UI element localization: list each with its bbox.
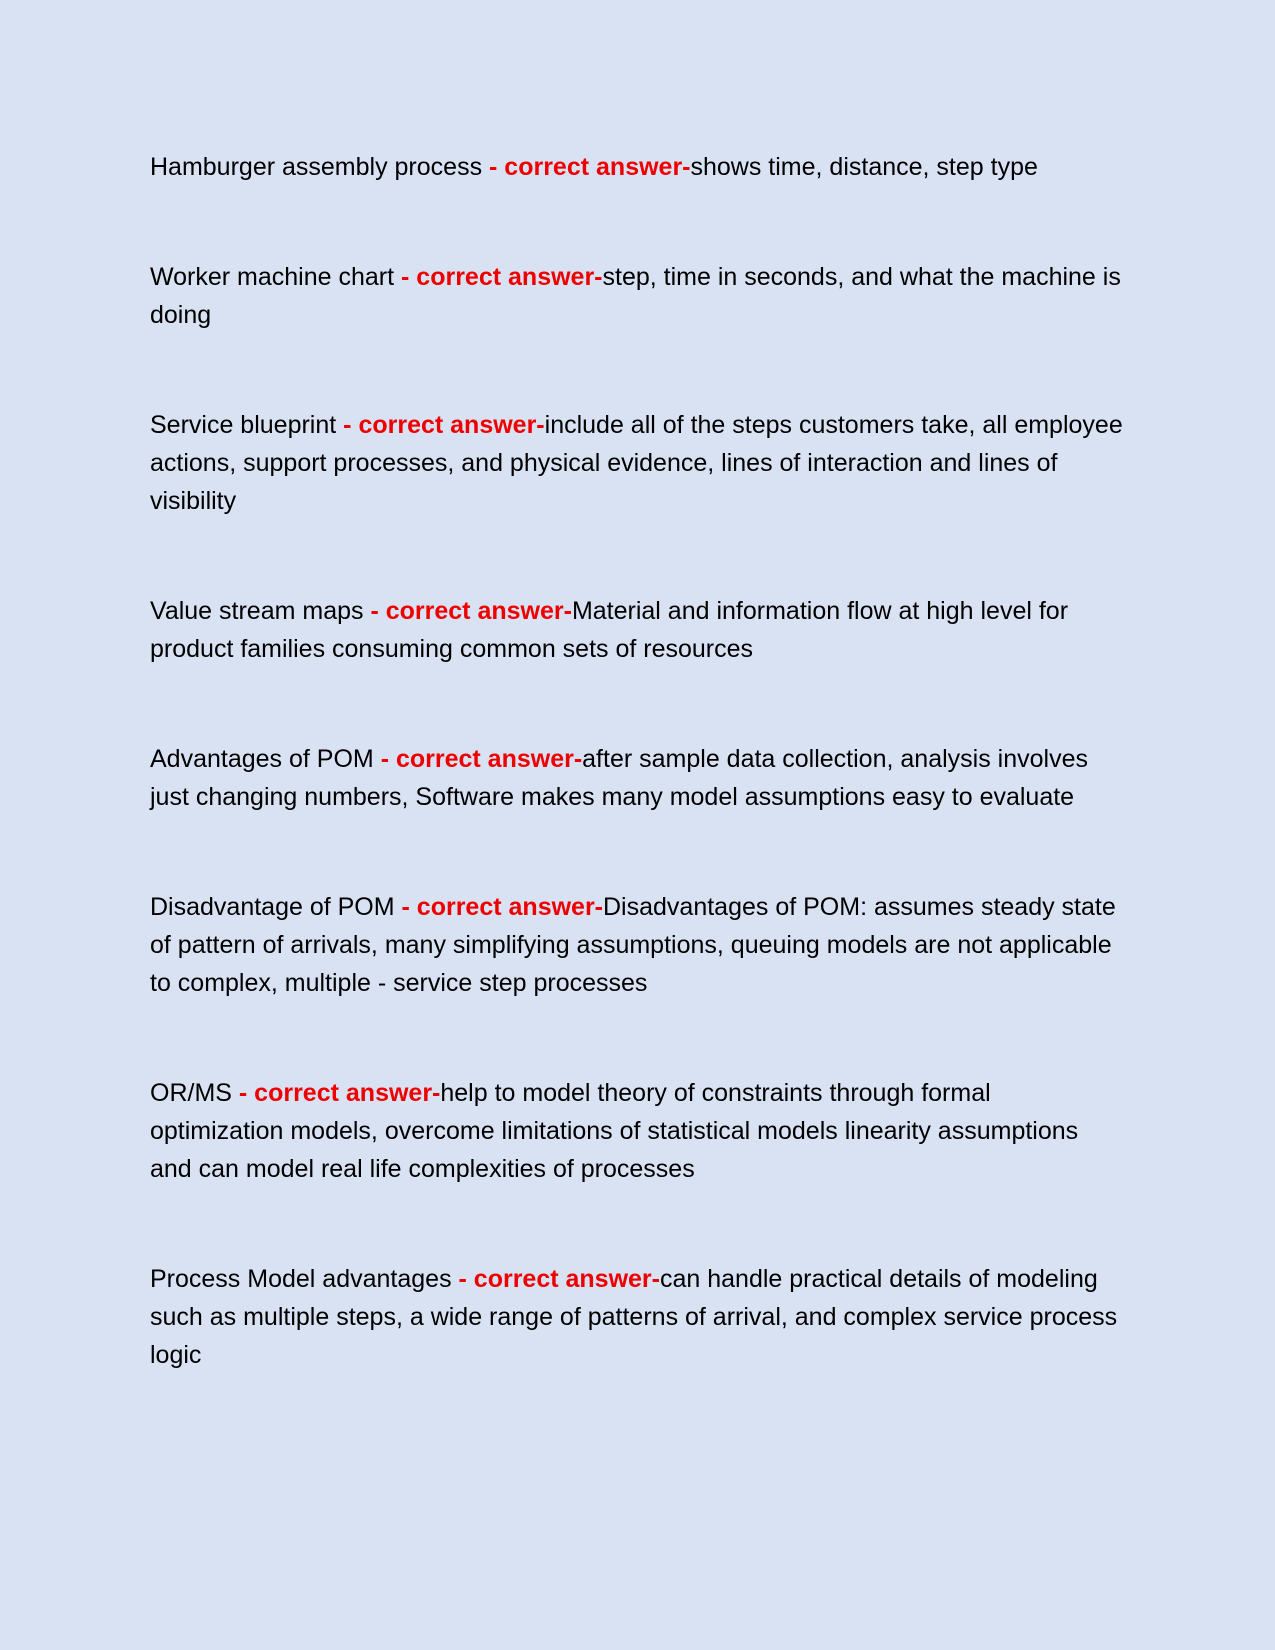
entry-answer: step, time in seconds, and what the machine is doing — [150, 263, 1121, 329]
entry-term: Process Model advantages — [150, 1265, 452, 1293]
entry-answer: shows time, distance, step type — [690, 153, 1038, 181]
document-page — [150, 148, 1125, 1446]
correct-answer-separator: - correct answer- — [343, 411, 545, 439]
entry-answer: Material and information flow at high level for product families consuming common sets of resources — [150, 597, 1069, 663]
correct-answer-separator: - correct answer- — [401, 263, 603, 291]
qa-entry — [150, 888, 1125, 1002]
correct-answer-separator: - correct answer- — [370, 597, 572, 625]
correct-answer-separator: - correct answer- — [401, 893, 603, 921]
entry-term: Service blueprint — [150, 411, 337, 439]
correct-answer-separator: - correct answer- — [380, 745, 583, 773]
entry-term: Disadvantage of POM — [150, 893, 395, 921]
qa-entry — [150, 1074, 1125, 1188]
entry-answer: help to model theory of constraints through formal optimization models, overcome limitations of statistical models linearity assumptions and can model real life complexities of processes — [150, 1079, 1079, 1183]
entry-term: Worker machine chart — [150, 263, 395, 291]
correct-answer-separator: - correct answer- — [489, 153, 691, 181]
entry-answer: Disadvantages of POM: assumes steady state of pattern of arrivals, many simplifying assumptions, queuing models are not applicable to complex, multiple - service step processes — [150, 893, 1116, 997]
correct-answer-separator: - correct answer- — [238, 1079, 441, 1107]
entry-term: Hamburger assembly process — [150, 153, 483, 181]
qa-entry — [150, 592, 1125, 668]
entry-term: OR/MS — [150, 1079, 232, 1107]
entry-answer: include all of the steps customers take, all employee actions, support processes, and physical evidence, lines of interaction and lines of visibility — [150, 411, 1123, 515]
qa-entry — [150, 148, 1125, 186]
entry-answer: can handle practical details of modeling such as multiple steps, a wide range of patterns of arrival, and complex service process logic — [150, 1265, 1118, 1369]
qa-entry — [150, 406, 1125, 520]
entry-term: Advantages of POM — [150, 745, 374, 773]
entry-term: Value stream maps — [150, 597, 364, 625]
correct-answer-separator: - correct answer- — [458, 1265, 660, 1293]
qa-entry — [150, 740, 1125, 816]
qa-entry — [150, 258, 1125, 334]
entry-answer: after sample data collection, analysis involves just changing numbers, Software makes many model assumptions easy to evaluate — [150, 745, 1088, 811]
qa-entry — [150, 1260, 1125, 1374]
